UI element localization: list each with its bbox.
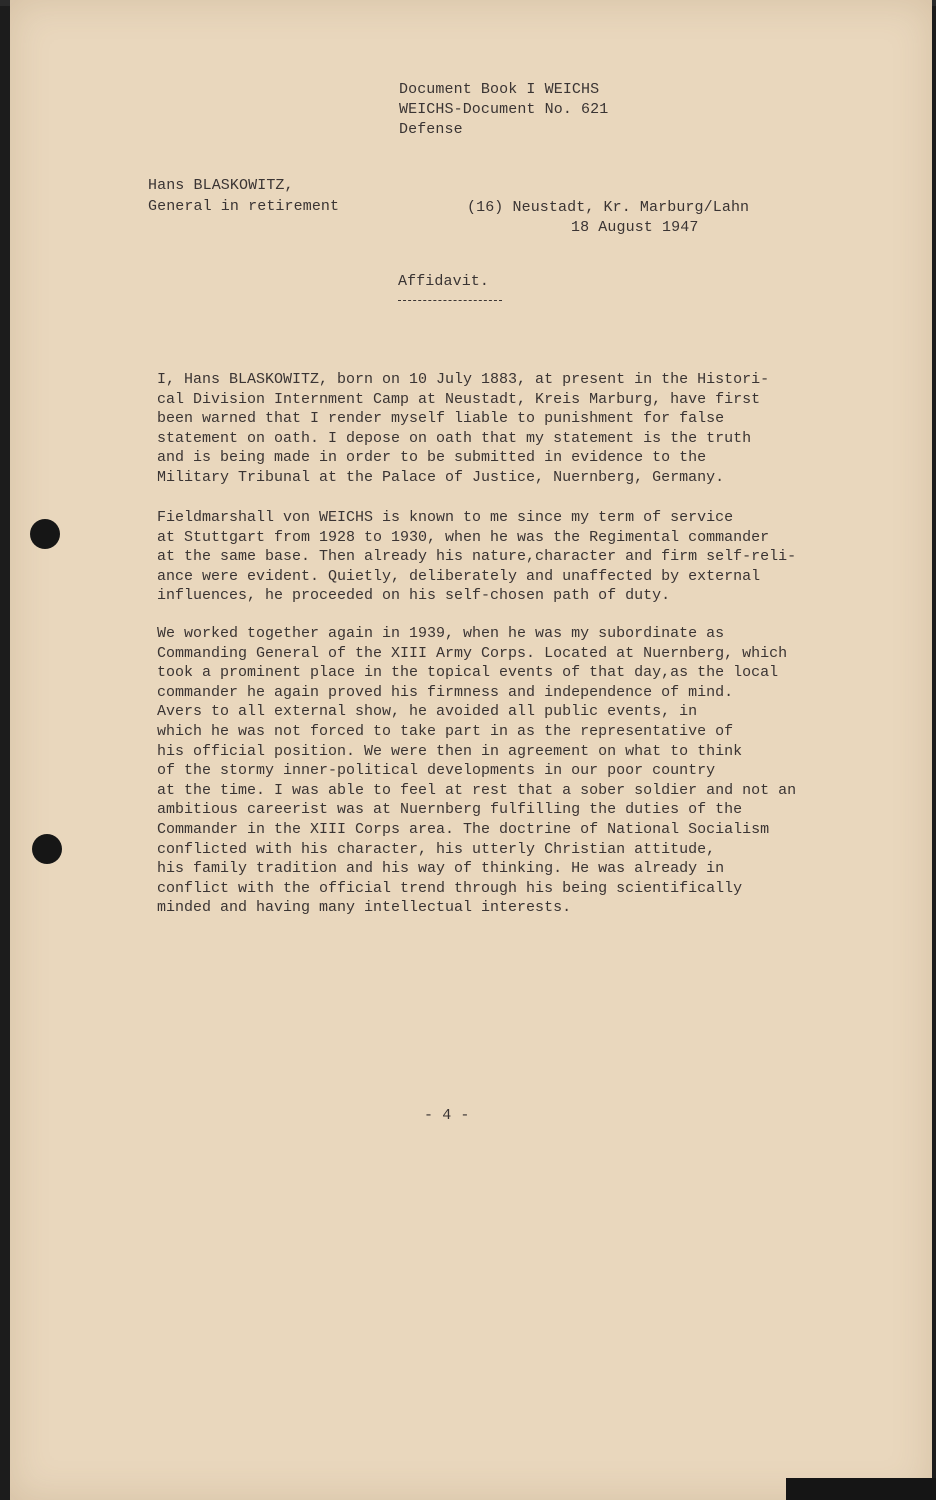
- paragraph-line: conflict with the official trend through his being scientifically: [157, 879, 743, 897]
- punch-hole: [32, 834, 62, 864]
- title-underline: [398, 300, 502, 301]
- paragraph-line: commander he again proved his firmness and independence of mind.: [157, 683, 734, 701]
- section-line: Defense: [399, 121, 463, 138]
- paragraph-line: at the same base. Then already his nature,character and firm self-reli-: [157, 548, 797, 566]
- paragraph-line: and is being made in order to be submitted in evidence to the: [157, 449, 707, 467]
- paragraph-line: Commander in the XIII Corps area. The doctrine of National Socialism: [157, 820, 770, 838]
- paragraph-line: influences, he proceeded on his self-chosen path of duty.: [157, 587, 671, 605]
- document-title: Affidavit.: [398, 273, 490, 290]
- paragraph-line: Avers to all external show, he avoided all public events, in: [157, 703, 698, 721]
- paragraph-line: cal Division Internment Camp at Neustadt, Kreis Marburg, have first: [157, 390, 761, 408]
- page-number: - 4 -: [424, 1107, 470, 1124]
- document-number-line: WEICHS-Document No. 621: [399, 101, 609, 118]
- paragraph-stuttgart: [157, 508, 796, 606]
- paragraph-line: Commanding General of the XIII Army Corps. Located at Nuernberg, which: [157, 644, 788, 662]
- document-book-line: Document Book I WEICHS: [399, 81, 600, 98]
- paragraph-nuernberg: [157, 624, 796, 918]
- paragraph-line: minded and having many intellectual interests.: [157, 899, 572, 917]
- place-date-block: [467, 198, 749, 238]
- paragraph-line: Military Tribunal at the Palace of Justice, Nuernberg, Germany.: [157, 468, 725, 486]
- paragraph-line: been warned that I render myself liable to punishment for false: [157, 410, 725, 428]
- location: (16) Neustadt, Kr. Marburg/Lahn: [467, 199, 750, 216]
- paragraph-line: We worked together again in 1939, when he was my subordinate as: [157, 625, 725, 642]
- paragraph-line: at Stuttgart from 1928 to 1930, when he was the Regimental commander: [157, 528, 770, 546]
- paragraph-oath: [157, 370, 769, 488]
- paragraph-line: of the stormy inner-political developments in our poor country: [157, 762, 716, 780]
- paragraph-line: ambitious careerist was at Nuernberg fulfilling the duties of the: [157, 801, 743, 819]
- paragraph-line: ance were evident. Quietly, deliberately and unaffected by external: [157, 567, 761, 585]
- paragraph-line: conflicted with his character, his utterly Christian attitude,: [157, 840, 716, 858]
- punch-hole: [30, 519, 60, 549]
- paragraph-line: his family tradition and his way of thinking. He was already in: [157, 860, 725, 878]
- paragraph-line: took a prominent place in the topical events of that day,as the local: [157, 664, 779, 682]
- paragraph-line: Fieldmarshall von WEICHS is known to me since my term of service: [157, 509, 734, 526]
- paragraph-line: his official position. We were then in agreement on what to think: [157, 742, 743, 760]
- author-rank: General in retirement: [148, 198, 340, 215]
- paragraph-line: which he was not forced to take part in as the representative of: [157, 722, 734, 740]
- paragraph-line: at the time. I was able to feel at rest that a sober soldier and not an: [157, 781, 797, 799]
- author-block: [148, 175, 339, 217]
- paragraph-line: statement on oath. I depose on oath that my statement is the truth: [157, 429, 752, 447]
- scan-bottom-edge: [786, 1478, 936, 1500]
- document-header: [399, 80, 608, 140]
- author-name: Hans BLASKOWITZ,: [148, 177, 294, 194]
- date: 18 August 1947: [571, 219, 699, 236]
- paragraph-line: I, Hans BLASKOWITZ, born on 10 July 1883, at present in the Histori-: [157, 371, 770, 388]
